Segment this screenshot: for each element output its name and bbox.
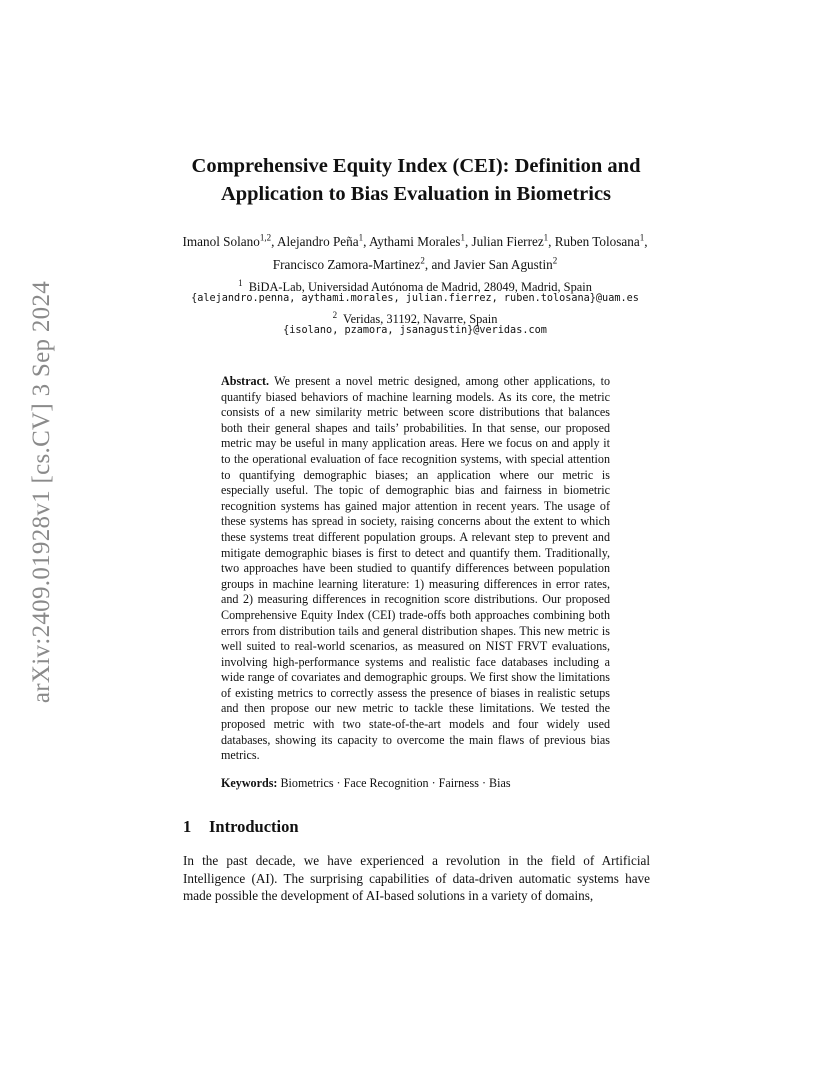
author: Ruben Tolosana$^1$, bbox=[554, 233, 648, 250]
affiliation-2-emails: {isolano, pzamora, jsanagustin}@veridas.com bbox=[283, 325, 547, 336]
abstract-text: We present a novel metric designed, among other applications, to quantify biased behaviors of machine learning models. As its core, the metric consists of a new similarity metric between score distributions that balances both their general shapes and tails’ probabilities. In that sense, our proposed metric may be useful in many application areas. Here we focus on and apply it to the operational evaluation of face recognition systems, with special attention to quantifying demographic biases; an application where our metric is especially useful. The topic of demographic bias and fairness in biometric recognition systems has gained major attention in recent years. The usage of these systems has spread in society, raising concerns about the extent to which these systems treat different population groups. A relevant step to prevent and mitigate demographic biases is first to detect and quantify them. Traditionally, two approaches have been studied to quantify differences between population groups in machine learning literature: 1) measuring differences in error rates, and 2) measuring differences in recognition score distributions. Our proposed Comprehensive Equity Index (CEI) trade-offs both approaches combining both errors from distribution tails and general distribution shapes. This new metric is well suited to real-world scenarios, as measured on NIST FRVT evaluations, involving high-performance systems and realistic face databases including a wide range of covariates and demographic groups. We first show the limitations of existing metrics to correctly assess the presence of biases in realistic setups and then propose our new metric to tackle these limitations. We tested the proposed metric with two state-of-the-art models and four widely used databases, showing its capacity to overcome the main flaws of previous bias metrics. bbox=[221, 374, 611, 763]
keywords-label: Keywords: bbox=[221, 776, 278, 790]
paper-title: Comprehensive Equity Index (CEI): Definition and Application to Bias Evaluation in Biometrics bbox=[191, 155, 641, 205]
affiliation-1-emails: {alejandro.penna, aythami.morales, julian.fierrez, ruben.tolosana}@uam.es bbox=[191, 293, 639, 304]
arxiv-identifier-text: arXiv:2409.01928v1 [cs.CV] 3 Sep 2024 bbox=[28, 280, 55, 704]
abstract bbox=[221, 374, 610, 764]
author: Alejandro Peña$^1$, bbox=[276, 233, 369, 250]
abstract-label: Abstract. bbox=[221, 374, 270, 388]
keywords bbox=[221, 776, 610, 791]
keywords-text: Biometrics · Face Recognition · Fairness · Bias bbox=[280, 776, 511, 790]
author-list bbox=[170, 229, 660, 274]
affiliation-2: $^2$ Veridas, 31192, Navarre, Spain bbox=[332, 310, 498, 327]
author: Julian Fierrez$^1$, bbox=[471, 233, 555, 250]
author: Javier San Agustin$^2$ bbox=[453, 255, 558, 272]
section-heading bbox=[183, 817, 299, 837]
affiliations bbox=[150, 275, 680, 339]
section-number: 1 bbox=[183, 817, 192, 836]
affiliation-1: $^1$ BiDA-Lab, Universidad Autónoma de Madrid, 28049, Madrid, Spain bbox=[238, 278, 592, 295]
intro-paragraph: In the past decade, we have experienced a revolution in the field of Artificial Intelligence (AI). The surprising capabilities of data-driven automatic systems have made possible the development of AI-based solutions in a variety of domains, bbox=[183, 853, 650, 903]
arxiv-identifier bbox=[22, 280, 62, 704]
author: Aythami Morales$^1$, bbox=[368, 233, 472, 250]
author: Imanol Solano$^{1,2}$, bbox=[182, 233, 277, 250]
section-title: Introduction bbox=[209, 817, 299, 836]
author: Francisco Zamora-Martinez$^2$, and bbox=[272, 255, 454, 272]
